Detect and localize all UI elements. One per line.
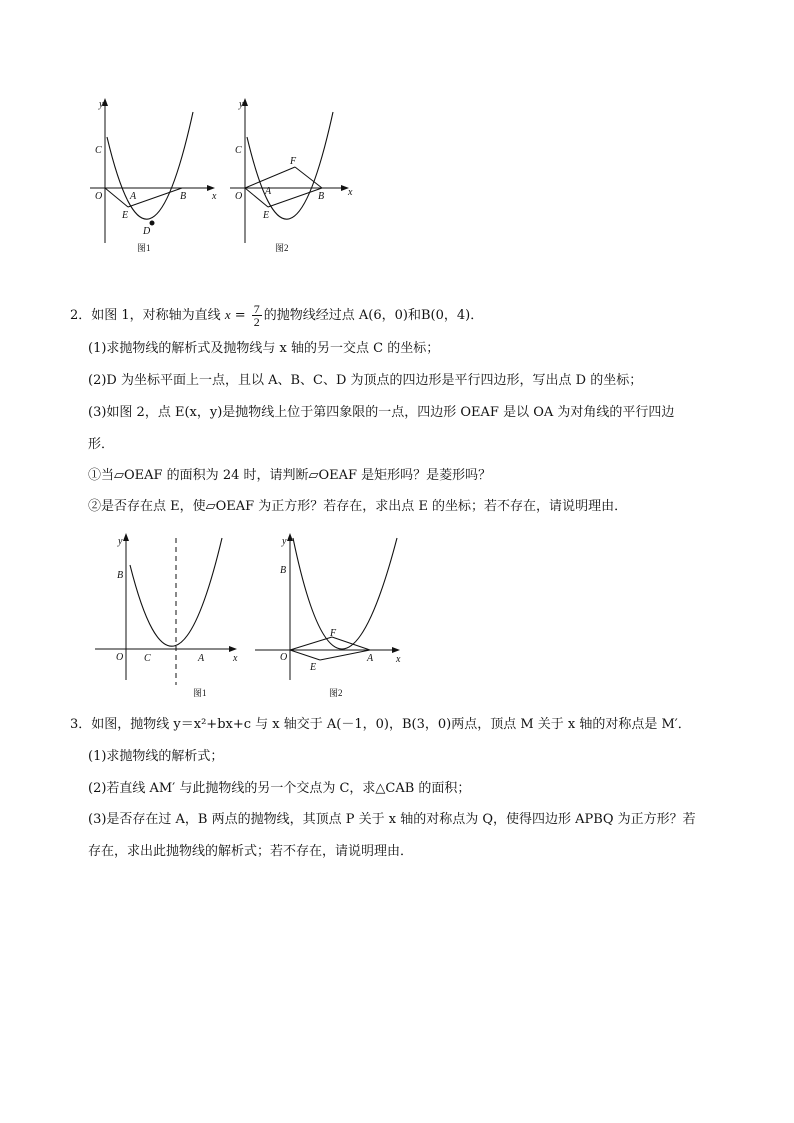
q3-part-3: (3)是否存在过 A，B 两点的抛物线，其顶点 P 关于 x 轴的对称点为 Q，使得四边形 APBQ 为正方形？若	[88, 812, 696, 827]
q3-part-2: (2)若直线 AM′ 与此抛物线的另一个交点为 C，求△CAB 的面积；	[88, 781, 471, 796]
fig2-e-label: E	[263, 210, 270, 221]
q2-part-3: (3)如图 2，点 E(x，y)是抛物线上位于第四象限的一点，四边形 OEAF 是以 OA 为对角线的平行四边	[88, 405, 675, 420]
q2-stem-text-c: A(6，0)和	[358, 308, 421, 323]
mid-fig1-x-label: x	[233, 653, 238, 664]
q2-fraction-den: 2	[253, 315, 260, 329]
mid-fig1-y-label: y	[118, 536, 123, 547]
q2-stem	[70, 303, 483, 328]
q3-stem	[70, 716, 691, 734]
fig2-a-label: A	[265, 186, 272, 197]
fig2-b-label: B	[318, 191, 325, 202]
mid-fig1-b-label: B	[117, 570, 124, 581]
fig1-o-label: O	[95, 191, 103, 202]
figure-1-mid	[90, 530, 250, 705]
fig1-caption: 图1	[137, 243, 151, 253]
mid-fig1-o-label: O	[116, 652, 124, 663]
fig1-x-label: x	[212, 191, 217, 202]
q2-sub-1: ①当▱OEAF 的面积为 24 时，请判断▱OEAF 是矩形吗？是菱形吗？	[88, 468, 492, 483]
mid-fig1-a-label: A	[198, 653, 205, 664]
fig1-b-label: B	[180, 191, 187, 202]
mid-fig2-caption: 图2	[329, 688, 343, 698]
q2-part-3-cont: 形．	[88, 437, 115, 452]
fig1-d-label: D	[143, 226, 151, 237]
mid-fig2-x-label: x	[396, 654, 401, 665]
mid-fig2-y-label: y	[282, 536, 287, 547]
fig2-y-label: y	[239, 99, 244, 110]
q2-part-1: (1)求抛物线的解析式及抛物线与 x 轴的另一交点 C 的坐标；	[88, 341, 440, 356]
q3-number: 3．	[70, 717, 92, 732]
mid-fig2-e-label: E	[310, 662, 317, 673]
fig1-a-label: A	[130, 191, 137, 202]
mid-fig2-o-label: O	[280, 652, 288, 663]
fig2-caption: 图2	[275, 243, 289, 253]
q3-part-1: (1)求抛物线的解析式；	[88, 749, 224, 764]
q2-stem-x: x	[224, 307, 231, 322]
fig2-x-label: x	[348, 187, 353, 198]
figure-2-mid	[250, 530, 410, 705]
figure-2-top	[225, 95, 365, 255]
q2-sub-2: ②是否存在点 E，使▱OEAF 为正方形？若存在，求出点 E 的坐标；若不存在，请说明理由．	[88, 499, 628, 514]
fig1-y-label: y	[99, 99, 104, 110]
mid-fig1-caption: 图1	[193, 688, 207, 698]
fig2-c-label: C	[235, 145, 242, 156]
q2-stem-eq: =	[230, 308, 250, 323]
mid-fig2-f-label: F	[330, 628, 337, 639]
q2-fraction-num: 7	[253, 302, 260, 316]
q2-fraction	[252, 303, 262, 328]
q3-part-3-cont: 存在，求出此抛物线的解析式；若不存在，请说明理由．	[88, 844, 414, 859]
q2-number: 2．	[70, 308, 92, 323]
fig1-c-label: C	[95, 145, 102, 156]
mid-fig2-a-label: A	[367, 653, 374, 664]
q2-stem-text-b: 的抛物线经过点	[263, 308, 359, 323]
q3-stem-text: 如图，抛物线 y＝x²+bx+c 与 x 轴交于 A(－1，0)，B(3，0)两点，顶点 M 关于 x 轴的对称点是 M′．	[91, 717, 691, 732]
figure-1-top	[85, 95, 225, 255]
fig2-f-label: F	[290, 156, 297, 167]
fig1-e-label: E	[122, 210, 129, 221]
mid-fig1-c-label: C	[144, 653, 151, 664]
q2-stem-text-d: B(0，4)．	[421, 308, 484, 323]
mid-fig2-b-label: B	[280, 565, 287, 576]
fig2-o-label: O	[235, 191, 243, 202]
q2-stem-text-a: 如图 1，对称轴为直线	[91, 308, 225, 323]
q2-part-2: (2)D 为坐标平面上一点，且以 A、B、C、D 为顶点的四边形是平行四边形，写出点 D 的坐标；	[88, 373, 643, 388]
